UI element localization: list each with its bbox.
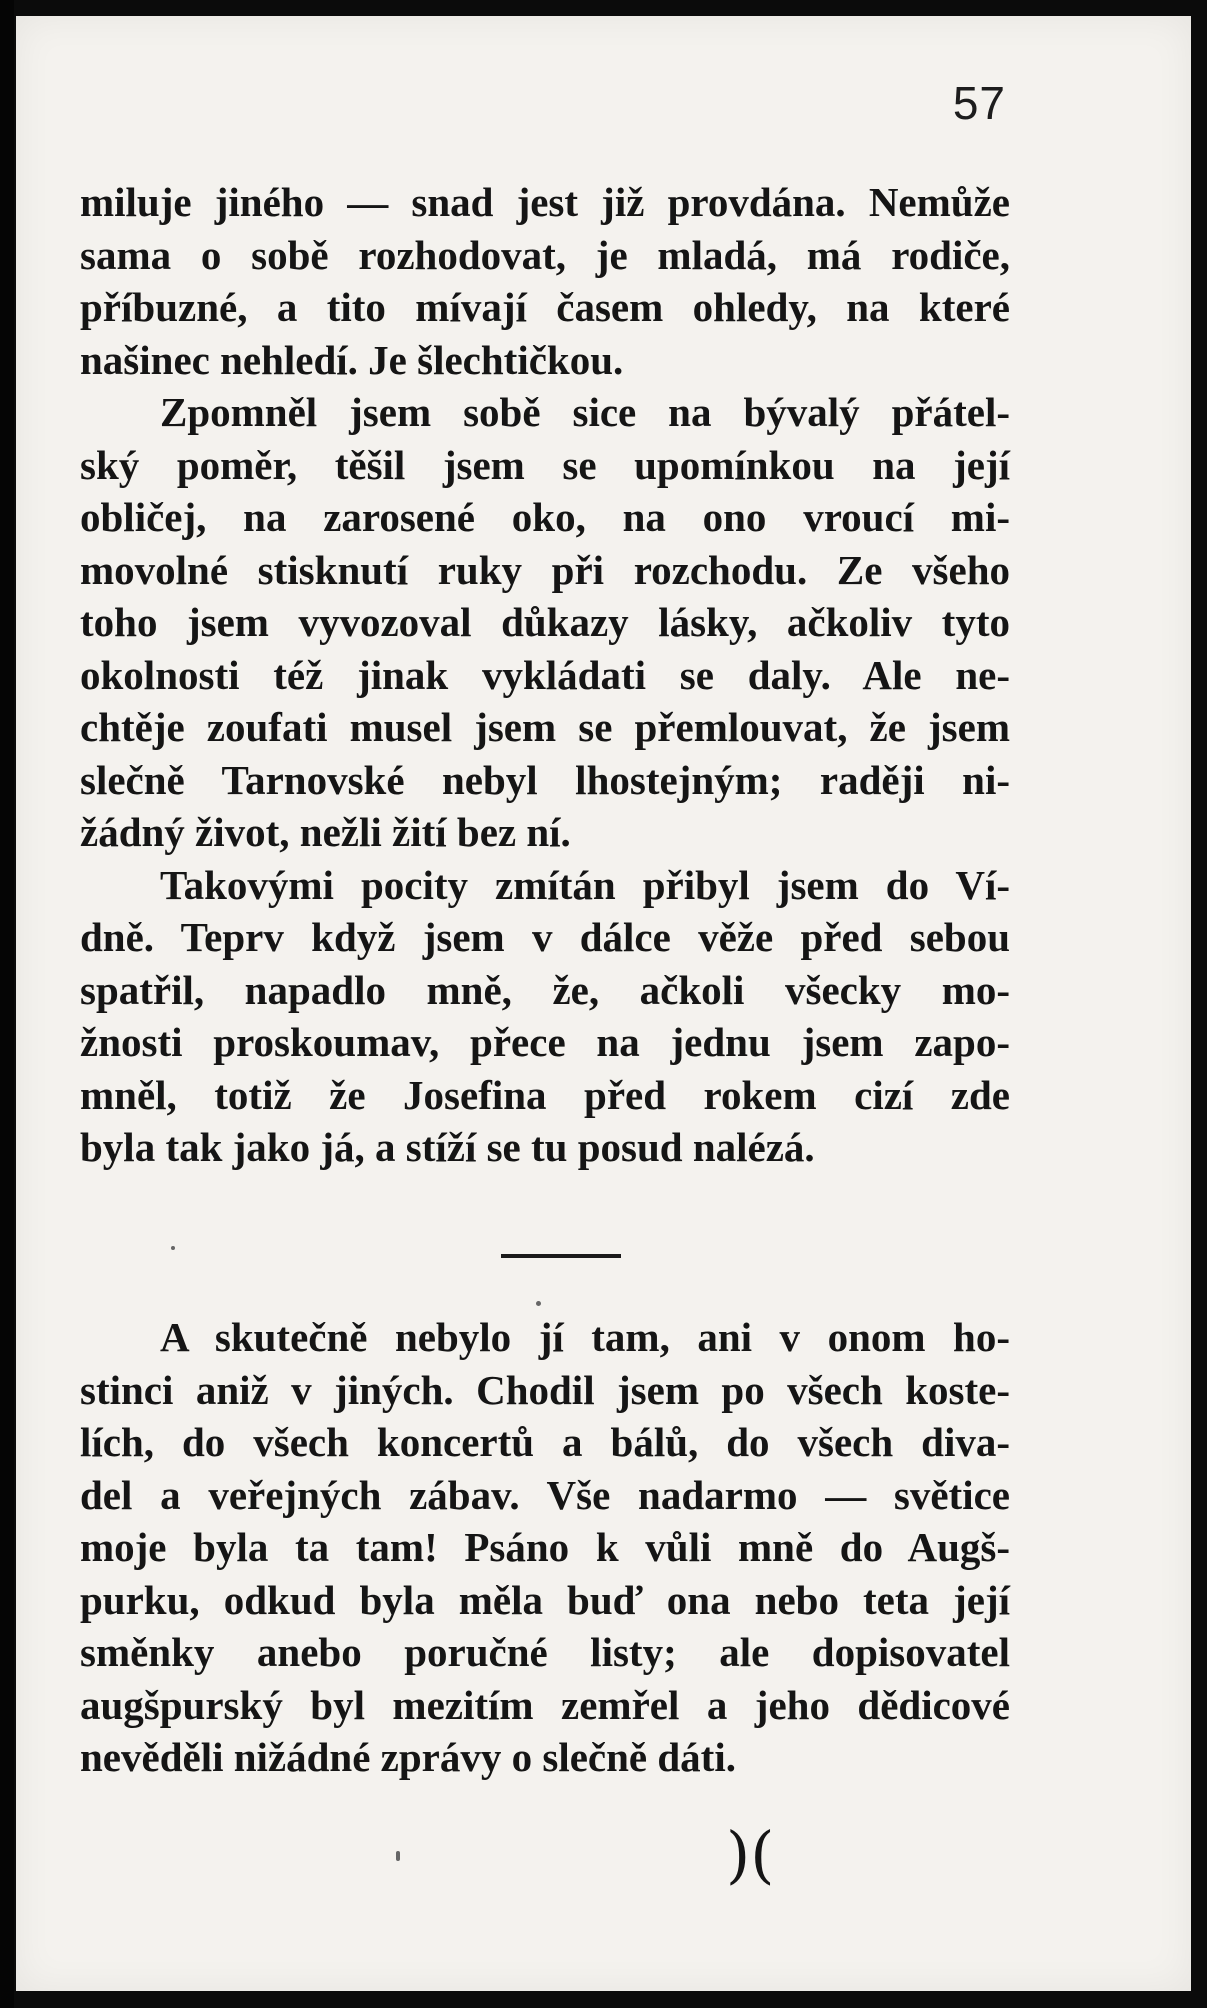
text-line: příbuzné, a tito mívají časem ohledy, na které [80,284,1010,330]
text-line: miluje jiného — snad jest již provdána. Nemůže [80,179,1010,225]
text-line: movolné stisknutí ruky při rozchodu. Ze všeho [80,546,1010,593]
text-line: byla tak jako já, a stíží se tu posud nalézá. [80,1124,815,1170]
text-block-lower [80,1311,1010,1784]
text-line: slečně Tarnovské nebyl lhostejným; raději ni- [80,756,1010,803]
text-line: purku, odkud byla měla buď ona nebo teta její [80,1576,1010,1623]
text-block-upper [80,176,1010,1174]
text-line: žádný život, nežli žití bez ní. [80,809,571,855]
page-number: 57 [952,77,1006,129]
text-line: nevěděli nižádné zprávy o slečně dáti. [80,1734,736,1780]
section-divider [501,1254,621,1258]
text-line: sama o sobě rozhodovat, je mladá, má rodiče, [80,231,1010,278]
text-line: Zpomněl jsem sobě sice na bývalý přátel- [160,389,1010,435]
text-line: lích, do všech koncertů a bálů, do všech diva- [80,1419,1010,1465]
text-line: dně. Teprv když jsem v dálce věže před sebou [80,914,1010,960]
text-line: stinci aniž v jiných. Chodil jsem po všech koste- [80,1366,1010,1413]
text-line: augšpurský byl mezitím zemřel a jeho dědicové [80,1681,1010,1728]
end-ornament: )( [726,1818,775,1891]
text-line: spatřil, napadlo mně, že, ačkoli všecky mo- [80,966,1010,1013]
paper-speck [536,1301,541,1306]
paper-speck [396,1851,400,1861]
text-line: del a veřejných zábav. Vše nadarmo — světice [80,1471,1010,1518]
text-line: okolnosti též jinak vykládati se daly. Ale ne- [80,651,1010,698]
text-line: Takovými pocity zmítán přibyl jsem do Ví- [160,861,1010,908]
text-line: moje byla ta tam! Psáno k vůli mně do Augš- [80,1524,1010,1570]
text-line: žnosti proskoumav, přece na jednu jsem zapo- [80,1019,1010,1065]
scan-edge [0,0,14,2008]
text-line: mněl, totiž že Josefina před rokem cizí zde [80,1071,1010,1118]
text-line: směnky anebo poručné listy; ale dopisovatel [80,1629,1010,1675]
book-page [16,16,1191,1991]
text-line: obličej, na zarosené oko, na ono vroucí mi- [80,494,1010,540]
text-line: ský poměr, těšil jsem se upomínkou na její [80,441,1010,488]
text-line: našinec nehledí. Je šlechtičkou. [80,336,624,383]
paper-speck [171,1246,175,1250]
text-line: A skutečně nebylo jí tam, ani v onom ho- [160,1314,1010,1360]
text-line: toho jsem vyvozoval důkazy lásky, ačkoliv tyto [80,599,1010,645]
text-line: chtěje zoufati musel jsem se přemlouvat, že jsem [80,704,1010,750]
